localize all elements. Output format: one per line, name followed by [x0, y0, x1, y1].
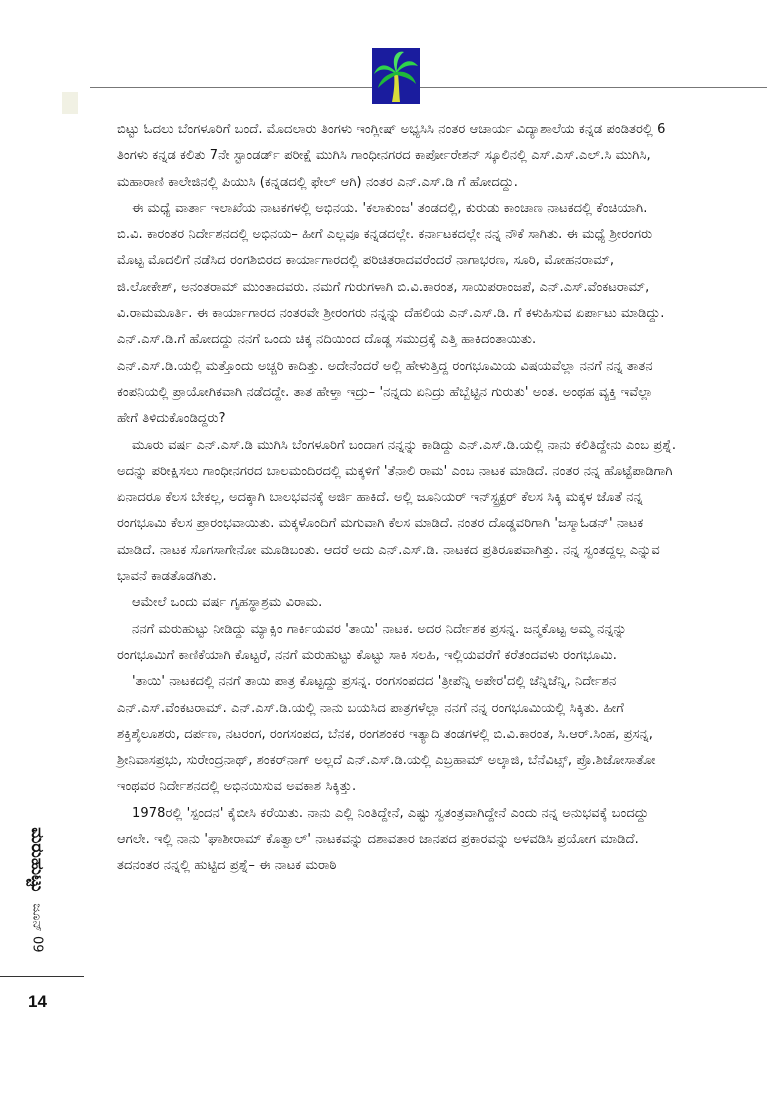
article-body: [117, 117, 677, 880]
palm-tree-icon: [372, 48, 420, 104]
issue-date-text: ಜೂನ್ 09: [29, 903, 45, 953]
margin-shade: [62, 92, 78, 114]
paragraph-1: ಬಿಟ್ಟು ಓದಲು ಬೆಂಗಳೂರಿಗೆ ಬಂದೆ. ಮೊದಲಾರು ತಿಂಗಳು ಇಂಗ್ಲೀಷ್ ಅಭ್ಯಸಿಸಿ ನಂತರ ಆಚಾರ್ಯ ವಿದ್ಯಾಶಾಲೆಯ ಕನ್ನಡ ಪಂಡಿತರಲ್ಲಿ 6 ತಿಂಗಳು ಕನ್ನಡ ಕಲಿತು 7ನೇ ಸ್ಟಾಂಡರ್ಡ್ ಪರೀಕ್ಷೆ ಮುಗಿಸಿ ಗಾಂಧೀನಗರದ ಕಾರ್ಪೋರೇಶನ್ ಸ್ಕೂಲಿನಲ್ಲಿ ಎಸ್.ಎಸ್.ಎಲ್.ಸಿ ಮುಗಿಸಿ, ಮಹಾರಾಣಿ ಕಾಲೇಜಿನಲ್ಲಿ ಪಿಯುಸಿ (ಕನ್ನಡದಲ್ಲಿ ಫೇಲ್ ಆಗಿ) ನಂತರ ಎನ್.ಎಸ್.ಡಿ ಗೆ ಹೋದದ್ದು.: [117, 122, 666, 190]
paragraph-6: ನನಗೆ ಮರುಹುಟ್ಟು ನೀಡಿದ್ದು ಮ್ಯಾಕ್ಸಿಂ ಗಾರ್ಕಿಯವರ 'ತಾಯಿ' ನಾಟಕ. ಅದರ ನಿರ್ದೇಶಕ ಪ್ರಸನ್ನ. ಜನ್ಮಕೊಟ್ಟ ಅಮ್ಮ ನನ್ನನ್ನು ರಂಗಭೂಮಿಗೆ ಕಾಣಿಕೆಯಾಗಿ ಕೊಟ್ಟರೆ, ನನಗೆ ಮರುಹುಟ್ಟು ಕೊಟ್ಟು ಸಾಕಿ ಸಲಹಿ, ಇಲ್ಲಿಯವರೆಗೆ ಕರೆತಂದವಳು ರಂಗಭೂಮಿ.: [117, 621, 627, 663]
footer-rule: [0, 976, 84, 977]
paragraph-2: ಈ ಮಧ್ಯೆ ವಾರ್ತಾ ಇಲಾಖೆಯ ನಾಟಕಗಳಲ್ಲಿ ಅಭಿನಯ. 'ಕಲಾಕುಂಜ' ತಂಡದಲ್ಲಿ, ಕುರುಡು ಕಾಂಚಾಣ ನಾಟಕದಲ್ಲಿ ಕೆಂಚಿಯಾಗಿ. ಬಿ.ವಿ. ಕಾರಂತರ ನಿರ್ದೇಶನದಲ್ಲಿ ಅಭಿನಯ– ಹೀಗೆ ಎಲ್ಲವೂ ಕನ್ನಡದಲ್ಲೇ. ಕರ್ನಾಟಕದಲ್ಲೇ ನನ್ನ ನೌಕೆ ಸಾಗಿತು. ಈ ಮಧ್ಯೆ ಶ್ರೀರಂಗರು ಮೊಟ್ಟ ಮೊದಲಿಗೆ ನಡೆಸಿದ ರಂಗಶಿಬಿರದ ಕಾರ್ಯಾಗಾರದಲ್ಲಿ ಪರಿಚಿತರಾದವರೆಂದರೆ ನಾಗಾಭರಣ, ಸೂರಿ, ಮೋಹನರಾಮ್, ಜಿ.ಲೋಕೇಶ್, ಅನಂತರಾಮ್ ಮುಂತಾದವರು. ನಮಗೆ ಗುರುಗಳಾಗಿ ಬಿ.ವಿ.ಕಾರಂತ, ಸಾಯಿಪರಾಂಜಪೆ, ಎನ್.ಎಸ್.ವೆಂಕಟರಾಮ್, ವಿ.ರಾಮಮೂರ್ತಿ. ಈ ಕಾರ್ಯಾಗಾರದ ನಂತರವೇ ಶ್ರೀರಂಗರು ನನ್ನನ್ನು ದೆಹಲಿಯ ಎನ್.ಎಸ್.ಡಿ. ಗೆ ಕಳುಹಿಸುವ ಏರ್ಪಾಟು ಮಾಡಿದ್ದು. ಎನ್.ಎಸ್.ಡಿ.ಗೆ ಹೋದದ್ದು ನನಗೆ ಒಂದು ಚಿಕ್ಕ ನದಿಯಿಂದ ದೊಡ್ಡ ಸಮುದ್ರಕ್ಕೆ ಎತ್ತಿ ಹಾಕಿದಂತಾಯಿತು.: [117, 200, 665, 348]
page-number: 14: [28, 992, 47, 1011]
paragraph-3: ಎನ್.ಎಸ್.ಡಿ.ಯಲ್ಲಿ ಮತ್ತೊಂದು ಅಚ್ಚರಿ ಕಾದಿತ್ತು. ಅದೇನೆಂದರೆ ಅಲ್ಲಿ ಹೇಳುತ್ತಿದ್ದ ರಂಗಭೂಮಿಯ ವಿಷಯವೆಲ್ಲಾ ನನಗೆ ನನ್ನ ತಾತನ ಕಂಪನಿಯಲ್ಲಿ ಪ್ರಾಯೋಗಿಕವಾಗಿ ನಡೆದದ್ದೇ. ತಾತ ಹೇಳ್ತಾ ಇದ್ರು– 'ನನ್ನದು ಏನಿದ್ರು ಹೆಬ್ಬೆಟ್ಟಿನ ಗುರುತು' ಅಂತ. ಅಂಥಹ ವ್ಯಕ್ತಿ ಇವೆಲ್ಲಾ ಹೇಗೆ ತಿಳಿದುಕೊಂಡಿದ್ದರು?: [117, 358, 653, 427]
paragraph-7: 'ತಾಯಿ' ನಾಟಕದಲ್ಲಿ ನನಗೆ ತಾಯಿ ಪಾತ್ರ ಕೊಟ್ಟದ್ದು ಪ್ರಸನ್ನ. ರಂಗಸಂಪದದ 'ತ್ರೀಪೆನ್ನಿ ಅಪೇರ'ದಲ್ಲಿ ಜೆನ್ನಿಜೆನ್ನಿ, ನಿರ್ದೇಶನ ಎನ್.ಎಸ್.ವೆಂಕಟರಾಮ್. ಎನ್.ಎಸ್.ಡಿ.ಯಲ್ಲಿ ನಾನು ಬಯಸಿದ ಪಾತ್ರಗಳೆಲ್ಲಾ ನನಗೆ ನನ್ನ ರಂಗಭೂಮಿಯಲ್ಲಿ ಸಿಕ್ಕಿತು. ಹೀಗೆ ಶಕ್ತಿಶೈಲೂಶರು, ದರ್ಪಣ, ನಟರಂಗ, ರಂಗಸಂಪದ, ಬೆನಕ, ರಂಗಶಂಕರ ಇತ್ಯಾದಿ ತಂಡಗಳಲ್ಲಿ ಬಿ.ವಿ.ಕಾರಂತ, ಸಿ.ಆರ್.ಸಿಂಹ, ಪ್ರಸನ್ನ, ಶ್ರೀನಿವಾಸಪ್ರಭು, ಸುರೇಂದ್ರನಾಥ್, ಶಂಕರ್‌ನಾಗ್ ಅಲ್ಲದೆ ಎನ್.ಎಸ್.ಡಿ.ಯಲ್ಲಿ ಎಬ್ರಹಾಮ್ ಅಲ್ಕಾಜಿ, ಬೆನೆವಿಟ್ಸ್, ಪ್ರೊ.ಶಿಜೋಸಾತೋ ಇಂಥವರ ನಿರ್ದೇಶನದಲ್ಲಿ ಅಭಿನಯಿಸುವ ಅವಕಾಶ ಸಿಕ್ಕಿತ್ತು.: [117, 674, 656, 795]
paragraph-8: 1978ರಲ್ಲಿ 'ಸ್ಪಂದನ' ಕೈಬೀಸಿ ಕರೆಯಿತು. ನಾನು ಎಲ್ಲಿ ನಿಂತಿದ್ದೇನೆ, ಎಷ್ಟು ಸ್ವತಂತ್ರವಾಗಿದ್ದೇನೆ ಎಂದು ನನ್ನ ಅನುಭವಕ್ಕೆ ಬಂದದ್ದು ಆಗಲೇ. ಇಲ್ಲಿ ನಾನು 'ಘಾಶೀರಾಮ್ ಕೊತ್ವಾಲ್' ನಾಟಕವನ್ನು ದಶಾವತಾರ ಜಾನಪದ ಪ್ರಕಾರವನ್ನು ಅಳವಡಿಸಿ ಪ್ರಯೋಗ ಮಾಡಿದೆ. ತದನಂತರ ನನ್ನಲ್ಲಿ ಹುಟ್ಟಿದ ಪ್ರಶ್ನೆ– ಈ ನಾಟಕ ಮರಾಠಿ: [117, 805, 649, 874]
running-title: [22, 827, 52, 893]
paragraph-4: ಮೂರು ವರ್ಷ ಎನ್.ಎಸ್.ಡಿ ಮುಗಿಸಿ ಬೆಂಗಳೂರಿಗೆ ಬಂದಾಗ ನನ್ನನ್ನು ಕಾಡಿದ್ದು ಎನ್.ಎಸ್.ಡಿ.ಯಲ್ಲಿ ನಾನು ಕಲಿತಿದ್ದೇನು ಎಂಬ ಪ್ರಶ್ನೆ. ಅದನ್ನು ಪರೀಕ್ಷಿಸಲು ಗಾಂಧೀನಗರದ ಬಾಲಮಂದಿರದಲ್ಲಿ ಮಕ್ಕಳಿಗೆ 'ತೆನಾಲಿ ರಾಮ' ಎಂಬ ನಾಟಕ ಮಾಡಿದೆ. ನಂತರ ನನ್ನ ಹೊಟ್ಟೆಪಾಡಿಗಾಗಿ ಏನಾದರೂ ಕೆಲಸ ಬೇಕಲ್ಲ, ಅದಕ್ಕಾಗಿ ಬಾಲಭವನಕ್ಕೆ ಅರ್ಜಿ ಹಾಕಿದೆ. ಅಲ್ಲಿ ಜೂನಿಯರ್ ಇನ್‌ಸ್ಟ್ರಕ್ಟರ್ ಕೆಲಸ ಸಿಕ್ಕಿ ಮಕ್ಕಳ ಜೊತೆ ನನ್ನ ರಂಗಭೂಮಿ ಕೆಲಸ ಪ್ರಾರಂಭವಾಯಿತು. ಮಕ್ಕಳೊಂದಿಗೆ ಮಗುವಾಗಿ ಕೆಲಸ ಮಾಡಿದೆ. ನಂತರ ದೊಡ್ಡವರಿಗಾಗಿ 'ಜಸ್ಮಾಓಡನ್' ನಾಟಕ ಮಾಡಿದೆ. ನಾಟಕ ಸೊಗಸಾಗೇನೋ ಮೂಡಿಬಂತು. ಆದರೆ ಅದು ಎನ್.ಎಸ್.ಡಿ. ನಾಟಕದ ಪ್ರತಿರೂಪವಾಗಿತ್ತು. ನನ್ನ ಸ್ವಂತದ್ದಲ್ಲ ಎನ್ನುವ ಭಾವನೆ ಕಾಡತೊಡಗಿತು.: [117, 437, 677, 585]
paragraph-5: ಆಮೇಲೆ ಒಂದು ವರ್ಷ ಗೃಹಸ್ಥಾಶ್ರಮ ವಿರಾಮ.: [132, 595, 323, 611]
running-title-text: ಮರುಹುಟ್ಟು: [27, 827, 47, 893]
issue-date: [22, 893, 52, 963]
header-rule: [90, 87, 767, 88]
